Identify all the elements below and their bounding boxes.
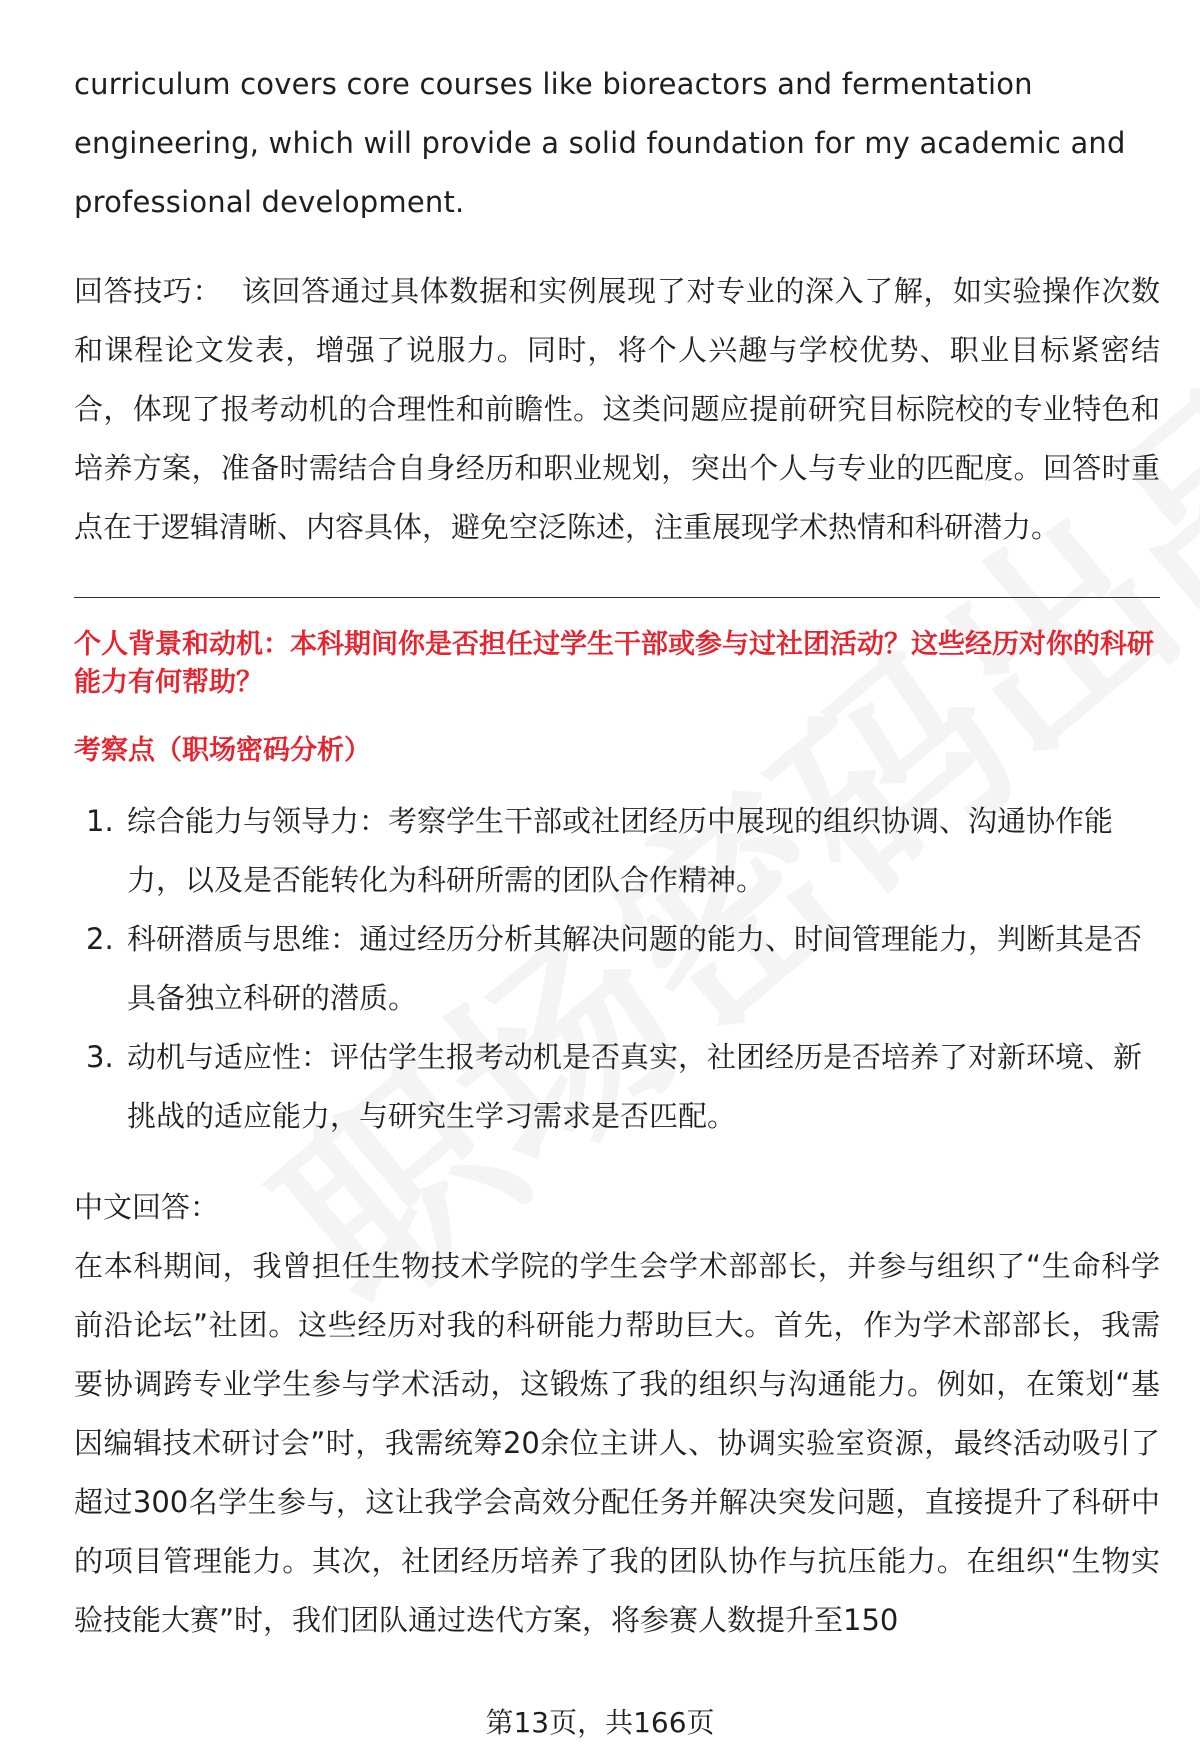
list-item-text: 动机与适应性：评估学生报考动机是否真实，社团经历是否培养了对新环境、新挑战的适应能力，与研究生学习需求是否匹配。 [127, 1040, 1143, 1133]
list-number: 3. [86, 1040, 114, 1074]
list-number: 1. [86, 804, 114, 838]
answer-paragraph: 在本科期间，我曾担任生物技术学院的学生会学术部部长，并参与组织了“生命科学前沿论坛”社团。这些经历对我的科研能力帮助巨大。首先，作为学术部部长，我需要协调跨专业学生参与学术活动，这锻炼了我的组织与沟通能力。例如，在策划“基因编辑技术研讨会”时，我需统筹20余位主讲人、协调实验室资源，最终活动吸引了超过300名学生参与，这让我学会高效分配任务并解决突发问题，直接提升了科研中的项目管理能力。其次，社团经历培养了我的团队协作与抗压能力。在组织“生物实验技能大赛”时，我们团队通过迭代方案，将参赛人数提升至150 [74, 1249, 1160, 1637]
tips-text: 该回答通过具体数据和实例展现了对专业的深入了解，如实验操作次数和课程论文发表，增强了说服力。同时，将个人兴趣与学校优势、职业目标紧密结合，体现了报考动机的合理性和前瞻性。这类问题应提前研究目标院校的专业特色和培养方案，准备时需结合自身经历和职业规划，突出个人与专业的匹配度。回答时重点在于逻辑清晰、内容具体，避免空泛陈述，注重展现学术热情和科研潜力。 [74, 274, 1160, 544]
list-number: 2. [86, 922, 114, 956]
assessment-list [74, 792, 1160, 1146]
list-item [74, 910, 1160, 1028]
answer-label: 中文回答： [74, 1190, 220, 1224]
assessment-heading: 考察点（职场密码分析） [74, 735, 371, 766]
list-item-text: 综合能力与领导力：考察学生干部或社团经历中展现的组织协调、沟通协作能力，以及是否能转化为科研所需的团队合作精神。 [127, 804, 1114, 897]
list-item [74, 792, 1160, 910]
tips-label: 回答技巧： [74, 274, 223, 308]
answer-tips [74, 262, 1160, 557]
intro-paragraph: curriculum covers core courses like bioreactors and fermentation engineering, which will provide a solid foundation for my academic and professional development. [74, 67, 1126, 219]
question-heading: 个人背景和动机：本科期间你是否担任过学生干部或参与过社团活动？这些经历对你的科研能力有何帮助？ [74, 629, 1154, 698]
list-item [74, 1028, 1160, 1146]
list-item-text: 科研潜质与思维：通过经历分析其解决问题的能力、时间管理能力，判断其是否具备独立科研的潜质。 [127, 922, 1143, 1015]
page-content [74, 55, 1160, 1650]
page-footer: 第13页，共166页 [485, 1706, 715, 1739]
section-divider [74, 597, 1160, 598]
